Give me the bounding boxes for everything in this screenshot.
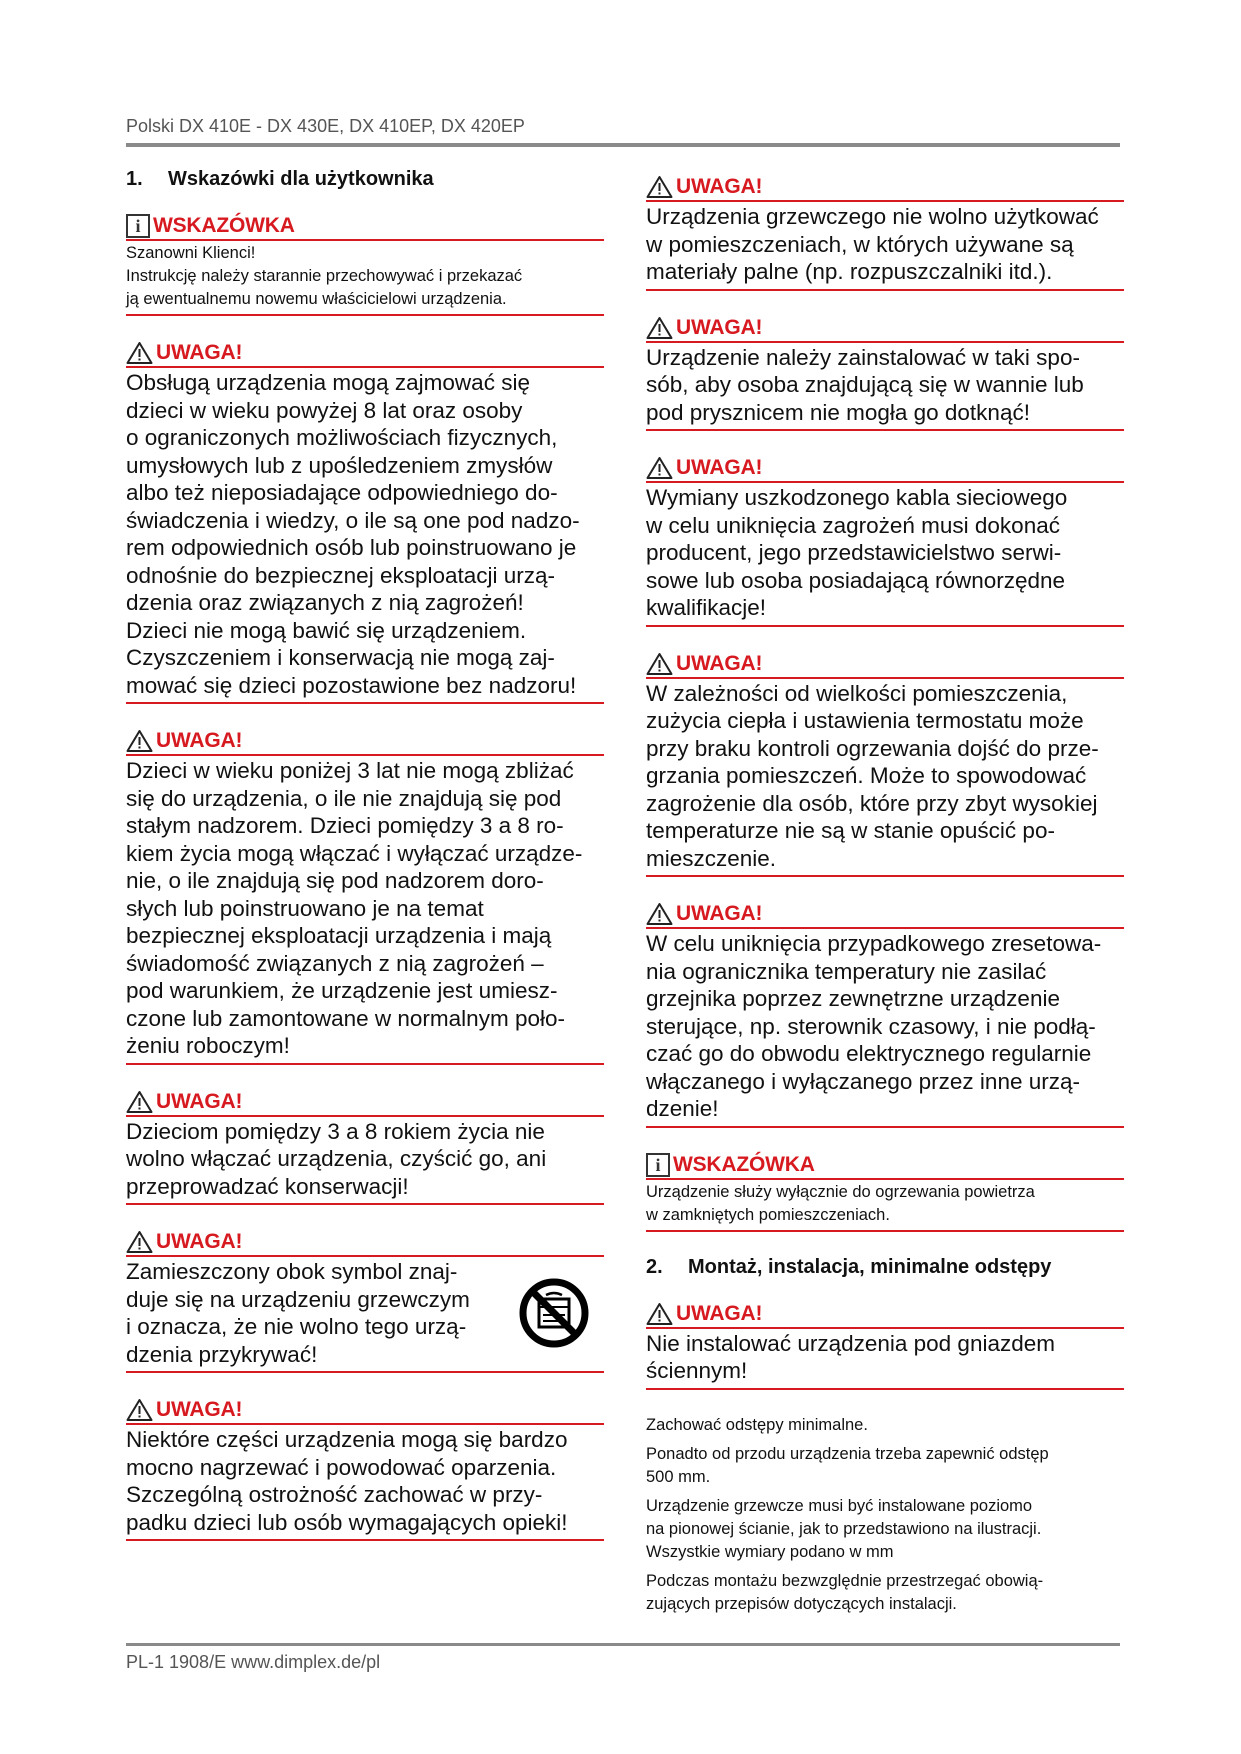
warning-box xyxy=(646,651,1124,878)
warning-body xyxy=(126,756,604,1065)
warning-label: UWAGA! xyxy=(676,456,763,479)
warning-line: mocno nagrzewać i powodować oparzenia. xyxy=(126,1454,557,1480)
warning-header xyxy=(126,340,604,368)
warning-box xyxy=(646,901,1124,1128)
right-column xyxy=(646,174,1124,1622)
warning-line: Dzieci nie mogą bawić się urządzeniem. xyxy=(126,617,527,643)
section-number: 2. xyxy=(646,1255,663,1278)
warning-line: czone lub zamontowane w normalnym poło- xyxy=(126,1005,565,1031)
paragraph-line: Zachować odstępy minimalne. xyxy=(646,1415,868,1434)
footer-text: PL-1 1908/E www.dimplex.de/pl xyxy=(126,1652,381,1672)
info-icon: i xyxy=(126,214,150,238)
note-line: ją ewentualnemu nowemu właścicielowi urządzenia. xyxy=(126,290,507,308)
warning-line: Czyszczeniem i konserwacją nie mogą zaj- xyxy=(126,645,555,670)
warning-label: UWAGA! xyxy=(676,1301,763,1325)
warning-body xyxy=(646,1329,1124,1390)
warning-line: Dzieciom pomiędzy 3 a 8 rokiem życia nie xyxy=(126,1118,545,1144)
note-body xyxy=(126,241,604,316)
warning-line: dzenie! xyxy=(646,1096,719,1121)
section-heading-2 xyxy=(646,1256,1124,1279)
info-icon: i xyxy=(646,1153,670,1177)
warning-line: zagrożenie dla osób, które przy zbyt wysokiej xyxy=(646,790,1098,816)
note-label: WSKAZÓWKA xyxy=(153,214,295,237)
warning-box xyxy=(126,1397,604,1541)
warning-header xyxy=(126,1397,604,1425)
paragraph xyxy=(646,1414,1124,1437)
warning-line: mieszczenie. xyxy=(646,845,777,871)
paragraph-line: zujących przepisów dotyczących instalacji. xyxy=(646,1594,957,1613)
footer-rule xyxy=(126,1643,1120,1646)
warning-header xyxy=(646,174,1124,202)
warning-line: Urządzenie należy zainstalować w taki spo- xyxy=(646,344,1080,370)
warning-line: Zamieszczony obok symbol znaj- xyxy=(126,1259,458,1284)
warning-line: sób, aby osoba znajdującą się w wannie lub xyxy=(646,372,1084,397)
warning-line: duje się na urządzeniu grzewczym xyxy=(126,1286,470,1312)
warning-line: o ograniczonych możliwościach fizycznych, xyxy=(126,425,558,450)
warning-line: czać go do obwodu elektrycznego regularnie xyxy=(646,1041,1092,1066)
warning-line: Nie instalować urządzenia pod gniazdem xyxy=(646,1330,1055,1356)
warning-label: UWAGA! xyxy=(156,1398,243,1421)
warning-box xyxy=(646,455,1124,627)
warning-line: rem odpowiednich osób lub poinstruowano je xyxy=(126,535,577,560)
warning-line: Szczególną ostrożność zachować w przy- xyxy=(126,1482,543,1507)
paragraph-line: Podczas montażu bezwzględnie przestrzegać obowią- xyxy=(646,1571,1044,1590)
paragraph xyxy=(646,1495,1124,1564)
warning-header xyxy=(646,455,1124,483)
warning-line: wolno włączać urządzenia, czyścić go, ani xyxy=(126,1146,547,1171)
section-heading-1 xyxy=(126,168,604,191)
warning-label: UWAGA! xyxy=(676,902,763,925)
warning-line: kiem życia mogą włączać i wyłączać urządze- xyxy=(126,840,583,866)
warning-line: w pomieszczeniach, w których używane są xyxy=(646,231,1074,257)
warning-line: ściennym! xyxy=(646,1358,748,1383)
warning-line: się do urządzenia, o ile nie znajdują się pod xyxy=(126,785,562,811)
note-line: Urządzenie służy wyłącznie do ogrzewania powietrza xyxy=(646,1182,1035,1201)
note-line: Instrukcję należy starannie przechowywać i przekazać xyxy=(126,267,523,285)
warning-line: materiały palne (np. rozpuszczalniki itd.). xyxy=(646,259,1053,284)
warning-box xyxy=(646,174,1124,291)
warning-triangle-icon xyxy=(646,175,673,199)
warning-line: Wymiany uszkodzonego kabla sieciowego xyxy=(646,485,1068,510)
warning-header xyxy=(126,1229,604,1257)
warning-line: słych lub poinstruowano je na temat xyxy=(126,895,484,921)
warning-body xyxy=(646,343,1124,432)
section-title: Montaż, instalacja, minimalne odstępy xyxy=(688,1255,1052,1278)
warning-line: przy braku kontroli ogrzewania dojść do prze- xyxy=(646,735,1099,761)
note-box xyxy=(126,213,604,316)
warning-line: dzenia przykrywać! xyxy=(126,1341,318,1367)
warning-line: padku dzieci lub osób wymagających opieki! xyxy=(126,1509,568,1535)
warning-triangle-icon xyxy=(646,456,673,480)
warning-line: sowe lub osoba posiadającą równorzędne xyxy=(646,567,1066,593)
warning-triangle-icon xyxy=(126,1090,153,1114)
paragraph xyxy=(646,1443,1124,1489)
warning-line: pod warunkiem, że urządzenie jest umiesz- xyxy=(126,978,558,1003)
warning-body xyxy=(646,483,1124,627)
warning-line: Dzieci w wieku poniżej 3 lat nie mogą zbliżać xyxy=(126,758,574,783)
warning-line: zużycia ciepła i ustawienia termostatu może xyxy=(646,708,1084,733)
warning-line: przeprowadzać konserwacji! xyxy=(126,1173,409,1199)
paragraph-line: Ponadto od przodu urządzenia trzeba zapewnić odstęp xyxy=(646,1444,1049,1463)
header-title: Polski DX 410E - DX 430E, DX 410EP, DX 420EP xyxy=(126,116,525,136)
warning-line: Niektóre części urządzenia mogą się bardzo xyxy=(126,1427,568,1452)
warning-triangle-icon xyxy=(126,1398,153,1422)
warning-line: W zależności od wielkości pomieszczenia, xyxy=(646,680,1068,706)
warning-line: odnośnie do bezpiecznej eksploatacji urzą- xyxy=(126,562,556,588)
warning-line: świadczenia i wiedzy, o ile są one pod nadzo- xyxy=(126,507,580,533)
warning-label: UWAGA! xyxy=(676,315,763,339)
note-box xyxy=(646,1152,1124,1232)
warning-box xyxy=(646,315,1124,432)
warning-body xyxy=(646,929,1124,1128)
note-line: Szanowni Klienci! xyxy=(126,244,256,262)
warning-line: dzenia oraz związanych z nią zagrożeń! xyxy=(126,590,524,615)
warning-label: UWAGA! xyxy=(156,729,243,752)
warning-triangle-icon xyxy=(646,316,673,340)
warning-label: UWAGA! xyxy=(156,1089,243,1113)
warning-body xyxy=(646,202,1124,291)
warning-triangle-icon xyxy=(126,341,153,365)
warning-box xyxy=(126,1089,604,1206)
warning-label: UWAGA! xyxy=(156,1230,243,1253)
warning-line: producent, jego przedstawicielstwo serwi- xyxy=(646,540,1062,565)
note-header xyxy=(126,213,604,241)
warning-header xyxy=(126,728,604,756)
warning-line: włączanego i wyłączanego przez inne urzą- xyxy=(646,1068,1080,1094)
warning-triangle-icon xyxy=(126,1230,153,1254)
paragraph-line: na pionowej ścianie, jak to przedstawiono na ilustracji. xyxy=(646,1519,1042,1538)
warning-line: grzejnika poprzez zewnętrzne urządzenie xyxy=(646,986,1060,1011)
warning-header xyxy=(646,651,1124,679)
warning-label: UWAGA! xyxy=(676,651,763,675)
note-label: WSKAZÓWKA xyxy=(673,1152,815,1176)
warning-line: mować się dzieci pozostawione bez nadzoru! xyxy=(126,672,577,698)
warning-body xyxy=(126,1117,604,1206)
warning-label: UWAGA! xyxy=(156,341,243,364)
warning-line: sterujące, np. sterownik czasowy, i nie podłą- xyxy=(646,1013,1096,1039)
warning-line: nie, o ile znajdują się pod nadzorem doro- xyxy=(126,868,544,893)
warning-line: nia ogranicznika temperatury nie zasilać xyxy=(646,958,1047,984)
warning-line: pod prysznicem nie mogła go dotknąć! xyxy=(646,399,1030,425)
warning-line: w celu uniknięcia zagrożeń musi dokonać xyxy=(646,512,1060,538)
warning-body xyxy=(646,679,1124,878)
warning-triangle-icon xyxy=(646,902,673,926)
warning-box xyxy=(126,340,604,704)
warning-body xyxy=(126,1425,604,1541)
warning-line: i oznacza, że nie wolno tego urzą- xyxy=(126,1314,467,1339)
installation-text xyxy=(646,1414,1124,1616)
warning-line: świadomość związanych z nią zagrożeń – xyxy=(126,950,544,976)
warning-line: grzania pomieszczeń. Może to spowodować xyxy=(646,763,1087,788)
header-rule xyxy=(126,143,1120,147)
warning-box xyxy=(646,1301,1124,1390)
warning-line: stałym nadzorem. Dzieci pomiędzy 3 a 8 ro- xyxy=(126,813,564,838)
warning-line: dzieci w wieku powyżej 8 lat oraz osoby xyxy=(126,397,523,423)
warning-header xyxy=(126,1089,604,1117)
warning-line: temperaturze nie są w stanie opuścić po- xyxy=(646,818,1055,843)
warning-header xyxy=(646,1301,1124,1329)
note-header xyxy=(646,1152,1124,1180)
warning-line: umysłowych lub z upośledzeniem zmysłów xyxy=(126,452,553,478)
do-not-cover-icon xyxy=(518,1277,590,1349)
warning-box xyxy=(126,728,604,1065)
warning-line: bezpiecznej eksploatacji urządzenia i mają xyxy=(126,923,552,948)
left-column xyxy=(126,168,604,1565)
warning-triangle-icon xyxy=(646,1302,673,1326)
warning-line: albo też nieposiadające odpowiedniego do- xyxy=(126,480,558,505)
paragraph-line: Urządzenie grzewcze musi być instalowane poziomo xyxy=(646,1496,1033,1515)
warning-triangle-icon xyxy=(126,729,153,753)
warning-line: żeniu roboczym! xyxy=(126,1033,290,1058)
warning-triangle-icon xyxy=(646,652,673,676)
note-line: w zamkniętych pomieszczeniach. xyxy=(646,1205,890,1224)
note-body xyxy=(646,1180,1124,1232)
warning-box xyxy=(126,1229,604,1373)
warning-header xyxy=(646,901,1124,929)
paragraph-line: Wszystkie wymiary podano w mm xyxy=(646,1542,894,1561)
warning-header xyxy=(646,315,1124,343)
paragraph-line: 500 mm. xyxy=(646,1467,711,1486)
warning-line: W celu uniknięcia przypadkowego zresetowa- xyxy=(646,931,1102,956)
warning-line: Urządzenia grzewczego nie wolno użytkować xyxy=(646,204,1099,229)
warning-line: kwalifikacje! xyxy=(646,595,767,620)
warning-body xyxy=(126,368,604,704)
warning-line: Obsługą urządzenia mogą zajmować się xyxy=(126,370,530,395)
section-number: 1. xyxy=(126,168,143,190)
warning-text xyxy=(126,1258,470,1368)
paragraph xyxy=(646,1570,1124,1616)
warning-label: UWAGA! xyxy=(676,175,763,198)
warning-body xyxy=(126,1257,604,1373)
section-title: Wskazówki dla użytkownika xyxy=(168,168,434,190)
